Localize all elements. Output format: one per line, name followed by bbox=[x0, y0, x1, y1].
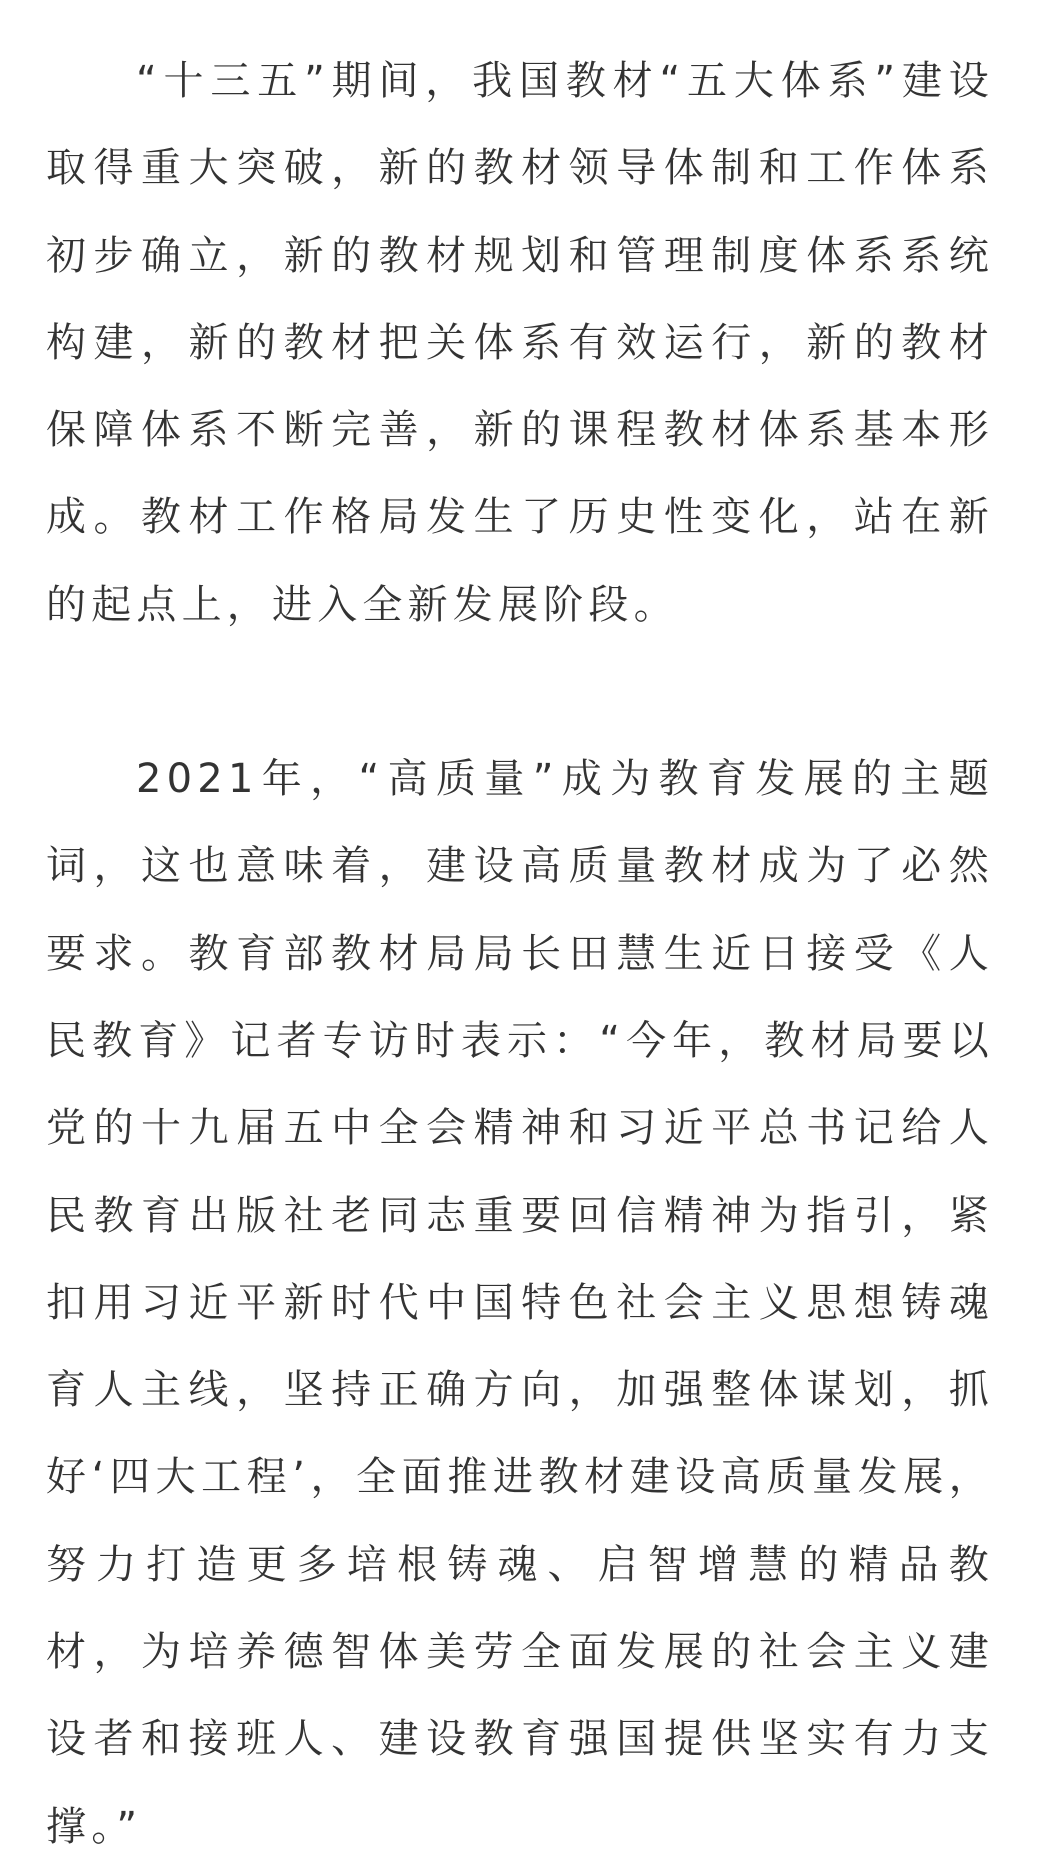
article-body bbox=[46, 38, 994, 1871]
paragraph-1: “十三五”期间，我国教材“五大体系”建设取得重大突破，新的教材领导体制和工作体系初步确立，新的教材规划和管理制度体系系统构建，新的教材把关体系有效运行，新的教材保障体系不断完善，新的课程教材体系基本形成。教材工作格局发生了历史性变化，站在新的起点上，进入全新发展阶段。 bbox=[46, 58, 994, 628]
paragraph-2: 2021年，“高质量”成为教育发展的主题词，这也意味着，建设高质量教材成为了必然要求。教育部教材局局长田慧生近日接受《人民教育》记者专访时表示：“今年，教材局要以党的十九届五中全会精神和习近平总书记给人民教育出版社老同志重要回信精神为指引，紧扣用习近平新时代中国特色社会主义思想铸魂育人主线，坚持正确方向，加强整体谋划，抓好‘四大工程’，全面推进教材建设高质量发展，努力打造更多培根铸魂、启智增慧的精品教材，为培养德智体美劳全面发展的社会主义建设者和接班人、建设教育强国提供坚实有力支撑。” bbox=[46, 756, 994, 1850]
